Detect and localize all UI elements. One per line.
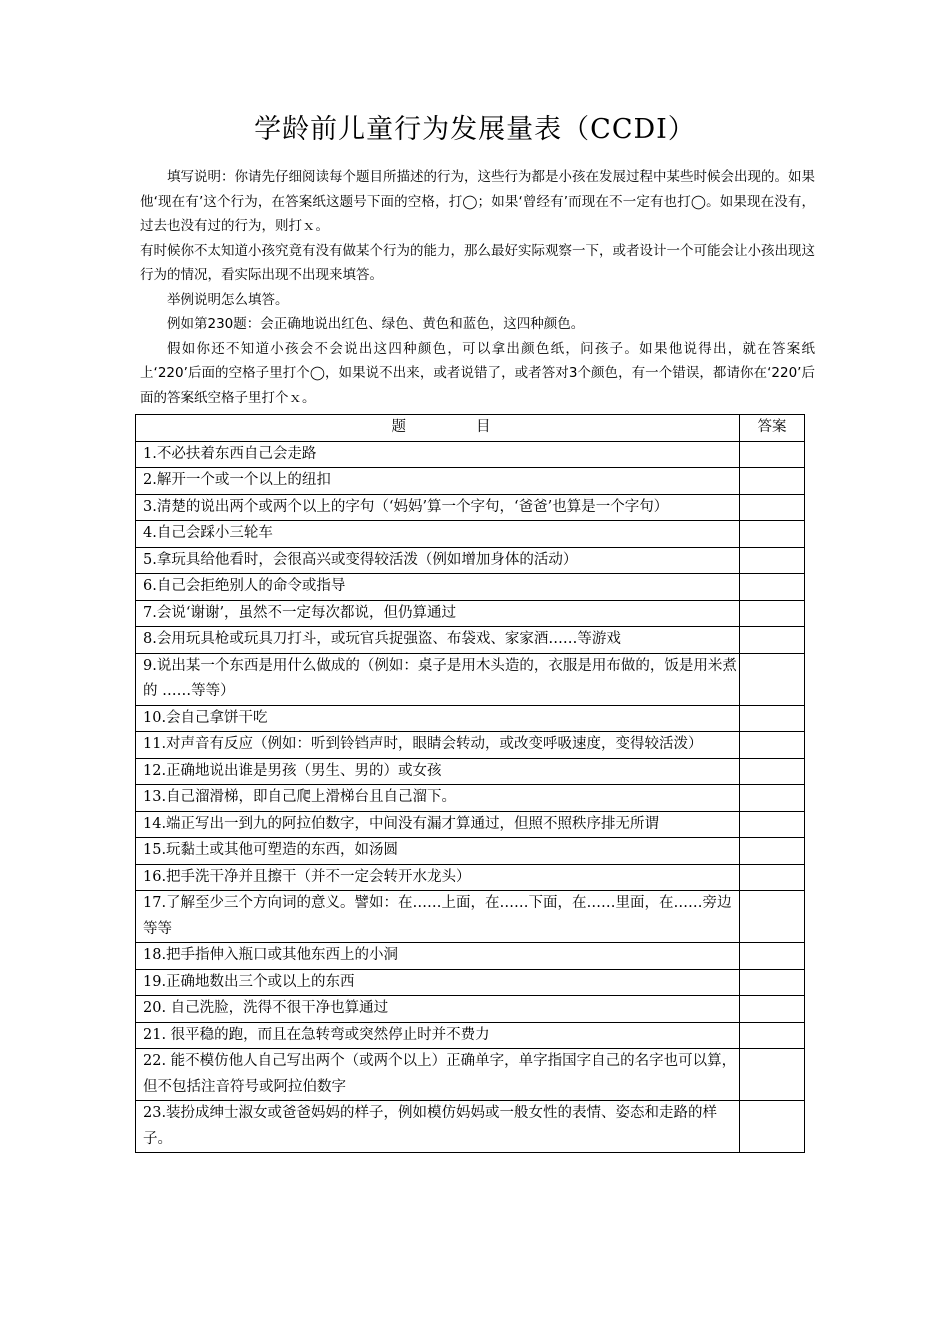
answer-cell[interactable] — [740, 758, 805, 785]
table-row — [136, 969, 805, 996]
question-text: 18.把手指伸入瓶口或其他东西上的小洞 — [136, 943, 740, 970]
table-row — [136, 758, 805, 785]
answer-cell[interactable] — [740, 1101, 805, 1153]
answer-cell[interactable] — [740, 574, 805, 601]
answer-cell[interactable] — [740, 547, 805, 574]
answer-cell[interactable] — [740, 864, 805, 891]
table-row — [136, 441, 805, 468]
table-row — [136, 811, 805, 838]
table-row — [136, 891, 805, 943]
table-row — [136, 653, 805, 705]
question-text: 16.把手洗干净并且擦干（并不一定会转开水龙头） — [136, 864, 740, 891]
question-text: 3.清楚的说出两个或两个以上的字句（‘妈妈’算一个字句，‘爸爸’也算是一个字句） — [136, 494, 740, 521]
question-text: 20. 自己洗脸，洗得不很干净也算通过 — [136, 996, 740, 1023]
table-row — [136, 838, 805, 865]
answer-cell[interactable] — [740, 521, 805, 548]
answer-cell[interactable] — [740, 600, 805, 627]
answer-cell[interactable] — [740, 627, 805, 654]
answer-cell[interactable] — [740, 1022, 805, 1049]
question-text: 13.自己溜滑梯，即自己爬上滑梯台且自己溜下。 — [136, 785, 740, 812]
answer-cell[interactable] — [740, 996, 805, 1023]
table-row — [136, 1022, 805, 1049]
instruction-paragraph: 有时候你不太知道小孩究竟有没有做某个行为的能力，那么最好实际观察一下，或者设计一个可能会让小孩出现这行为的情况，看实际出现不出现来填答。 — [140, 242, 815, 283]
question-text: 19.正确地数出三个或以上的东西 — [136, 969, 740, 996]
question-text: 6.自己会拒绝别人的命令或指导 — [136, 574, 740, 601]
table-row — [136, 785, 805, 812]
question-text: 4.自己会踩小三轮车 — [136, 521, 740, 548]
answer-cell[interactable] — [740, 943, 805, 970]
question-text: 14.端正写出一到九的阿拉伯数字，中间没有漏才算通过，但照不照秩序排无所谓 — [136, 811, 740, 838]
table-row — [136, 627, 805, 654]
question-text: 23.装扮成绅士淑女或爸爸妈妈的样子，例如模仿妈妈或一般女性的表情、姿态和走路的样子。 — [136, 1101, 740, 1153]
question-text: 2.解开一个或一个以上的纽扣 — [136, 468, 740, 495]
question-text: 17.了解至少三个方向词的意义。譬如：在……上面，在……下面，在……里面，在……旁边等等 — [136, 891, 740, 943]
table-row — [136, 547, 805, 574]
answer-cell[interactable] — [740, 705, 805, 732]
question-text: 7.会说‘谢谢’，虽然不一定每次都说，但仍算通过 — [136, 600, 740, 627]
table-row — [136, 574, 805, 601]
question-column-header: 题 目 — [136, 415, 740, 442]
question-text: 1.不必扶着东西自己会走路 — [136, 441, 740, 468]
question-text: 5.拿玩具给他看时，会很高兴或变得较活泼（例如增加身体的活动） — [136, 547, 740, 574]
question-text: 11.对声音有反应（例如：听到铃铛声时，眼睛会转动，或改变呼吸速度，变得较活泼） — [136, 732, 740, 759]
answer-column-header: 答案 — [740, 415, 805, 442]
question-text: 8.会用玩具枪或玩具刀打斗，或玩官兵捉强盗、布袋戏、家家酒……等游戏 — [136, 627, 740, 654]
answer-cell[interactable] — [740, 441, 805, 468]
answer-cell[interactable] — [740, 811, 805, 838]
question-text: 15.玩黏土或其他可塑造的东西，如汤圆 — [136, 838, 740, 865]
answer-cell[interactable] — [740, 653, 805, 705]
question-text: 21. 很平稳的跑，而且在急转弯或突然停止时并不费力 — [136, 1022, 740, 1049]
table-row — [136, 943, 805, 970]
answer-cell[interactable] — [740, 732, 805, 759]
questionnaire-table — [135, 414, 805, 1153]
table-row — [136, 468, 805, 495]
answer-cell[interactable] — [740, 1049, 805, 1101]
instructions — [140, 165, 815, 410]
answer-cell[interactable] — [740, 494, 805, 521]
table-row — [136, 600, 805, 627]
instruction-paragraph: 举例说明怎么填答。 — [167, 291, 289, 308]
answer-cell[interactable] — [740, 969, 805, 996]
table-row — [136, 494, 805, 521]
table-row — [136, 1049, 805, 1101]
question-text: 9.说出某一个东西是用什么做成的（例如：桌子是用木头造的，衣服是用布做的，饭是用米煮的 ……等等） — [136, 653, 740, 705]
page-title: 学龄前儿童行为发展量表（CCDI） — [254, 114, 696, 145]
answer-cell[interactable] — [740, 838, 805, 865]
table-row — [136, 1101, 805, 1153]
instruction-paragraph: 假如你还不知道小孩会不会说出这四种颜色，可以拿出颜色纸，问孩子。如果他说得出，就在答案纸上‘220’后面的空格子里打个◯，如果说不出来，或者说错了，或者答对3个颜色，有一个错误，都请你在‘220’后面的答案纸空格子里打个ｘ。 — [140, 340, 815, 406]
instruction-paragraph: 填写说明：你请先仔细阅读每个题目所描述的行为，这些行为都是小孩在发展过程中某些时候会出现的。如果他‘现在有’这个行为，在答案纸这题号下面的空格，打◯；如果‘曾经有’而现在不一定有也打◯。如果现在没有，过去也没有过的行为，则打ｘ。 — [140, 169, 815, 234]
answer-cell[interactable] — [740, 785, 805, 812]
table-header-row — [136, 415, 805, 442]
answer-cell[interactable] — [740, 891, 805, 943]
table-row — [136, 996, 805, 1023]
instruction-paragraph: 例如第230题：会正确地说出红色、绿色、黄色和蓝色，这四种颜色。 — [167, 316, 585, 332]
table-row — [136, 521, 805, 548]
table-row — [136, 732, 805, 759]
table-row — [136, 705, 805, 732]
table-row — [136, 864, 805, 891]
question-text: 10.会自己拿饼干吃 — [136, 705, 740, 732]
answer-cell[interactable] — [740, 468, 805, 495]
question-text: 22. 能不模仿他人自己写出两个（或两个以上）正确单字，单字指国字自己的名字也可以算，但不包括注音符号或阿拉伯数字 — [136, 1049, 740, 1101]
question-text: 12.正确地说出谁是男孩（男生、男的）或女孩 — [136, 758, 740, 785]
